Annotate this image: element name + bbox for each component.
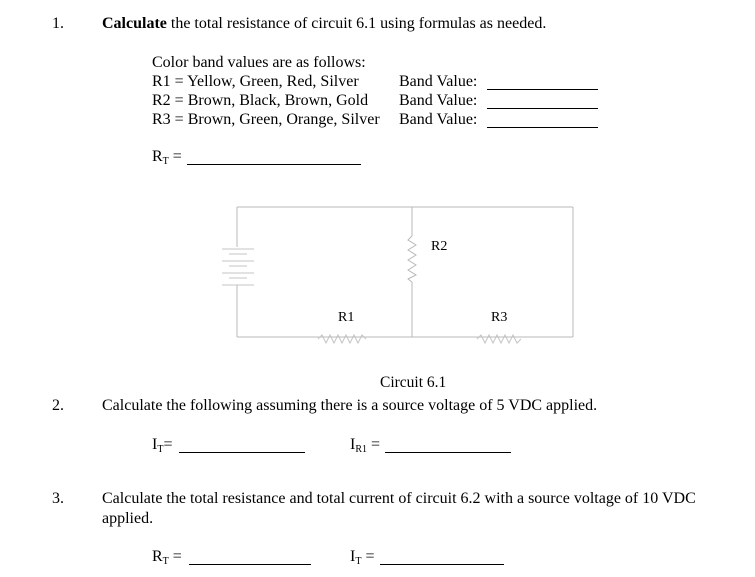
question-3-text-line1: Calculate the total resistance and total current of circuit 6.2 with a source voltage of 10 VDC xyxy=(102,490,696,507)
q2-ir1-sub: R1 xyxy=(355,444,367,455)
q3-rt-eq: = xyxy=(168,548,182,565)
question-2-number: 2. xyxy=(52,397,64,414)
q2-it-blank[interactable] xyxy=(179,452,305,453)
resistor-r3-colors: R3 = Brown, Green, Orange, Silver xyxy=(152,111,380,128)
resistor-r1-icon xyxy=(318,335,366,343)
q3-rt-sub: T xyxy=(162,556,169,567)
q2-ir1-label xyxy=(350,436,380,454)
color-band-heading: Color band values are as follows: xyxy=(152,54,366,71)
q2-it-main: I xyxy=(152,436,158,453)
resistor-r2-colors: R2 = Brown, Black, Brown, Gold xyxy=(152,92,369,109)
question-1-bold-lead: Calculate xyxy=(102,15,167,32)
q2-ir1-main: I xyxy=(350,436,356,453)
question-2-text: Calculate the following assuming there is a source voltage of 5 VDC applied. xyxy=(102,397,598,414)
q3-it-label xyxy=(350,548,374,566)
circuit-label-r3: R3 xyxy=(491,310,508,325)
q3-it-eq: = xyxy=(361,548,375,565)
question-1-number: 1. xyxy=(52,15,64,32)
circuit-label-r1: R1 xyxy=(338,310,355,325)
band-value-label-r1: Band Value: xyxy=(399,73,478,90)
question-1-body: the total resistance of circuit 6.1 using formulas as needed. xyxy=(166,15,547,32)
q1-rt-eq: = xyxy=(168,148,182,165)
resistor-r3-icon xyxy=(477,335,521,343)
q1-rt-sub: T xyxy=(162,156,169,167)
q3-rt-main: R xyxy=(152,548,163,565)
circuit-caption: Circuit 6.1 xyxy=(380,374,447,391)
q2-ir1-eq: = xyxy=(367,436,381,453)
q2-it-sub: T xyxy=(157,444,164,455)
q3-rt-blank[interactable] xyxy=(189,564,311,565)
q3-it-main: I xyxy=(350,548,356,565)
band-value-label-r3: Band Value: xyxy=(399,111,478,128)
q3-it-sub: T xyxy=(355,556,362,567)
q2-it-label xyxy=(152,436,172,454)
resistor-r2-icon xyxy=(408,236,416,282)
question-3-number: 3. xyxy=(52,490,64,507)
q3-it-blank[interactable] xyxy=(380,564,504,565)
q2-it-eq: = xyxy=(163,436,173,453)
resistor-r1-colors: R1 = Yellow, Green, Red, Silver xyxy=(152,73,359,90)
band-value-label-r2: Band Value: xyxy=(399,92,478,109)
q3-rt-label xyxy=(152,548,182,566)
circuit-label-r2: R2 xyxy=(431,239,448,254)
q2-ir1-blank[interactable] xyxy=(385,452,511,453)
q1-rt-main: R xyxy=(152,148,163,165)
battery-icon xyxy=(222,249,254,285)
question-3-text-line2: applied. xyxy=(102,510,154,527)
